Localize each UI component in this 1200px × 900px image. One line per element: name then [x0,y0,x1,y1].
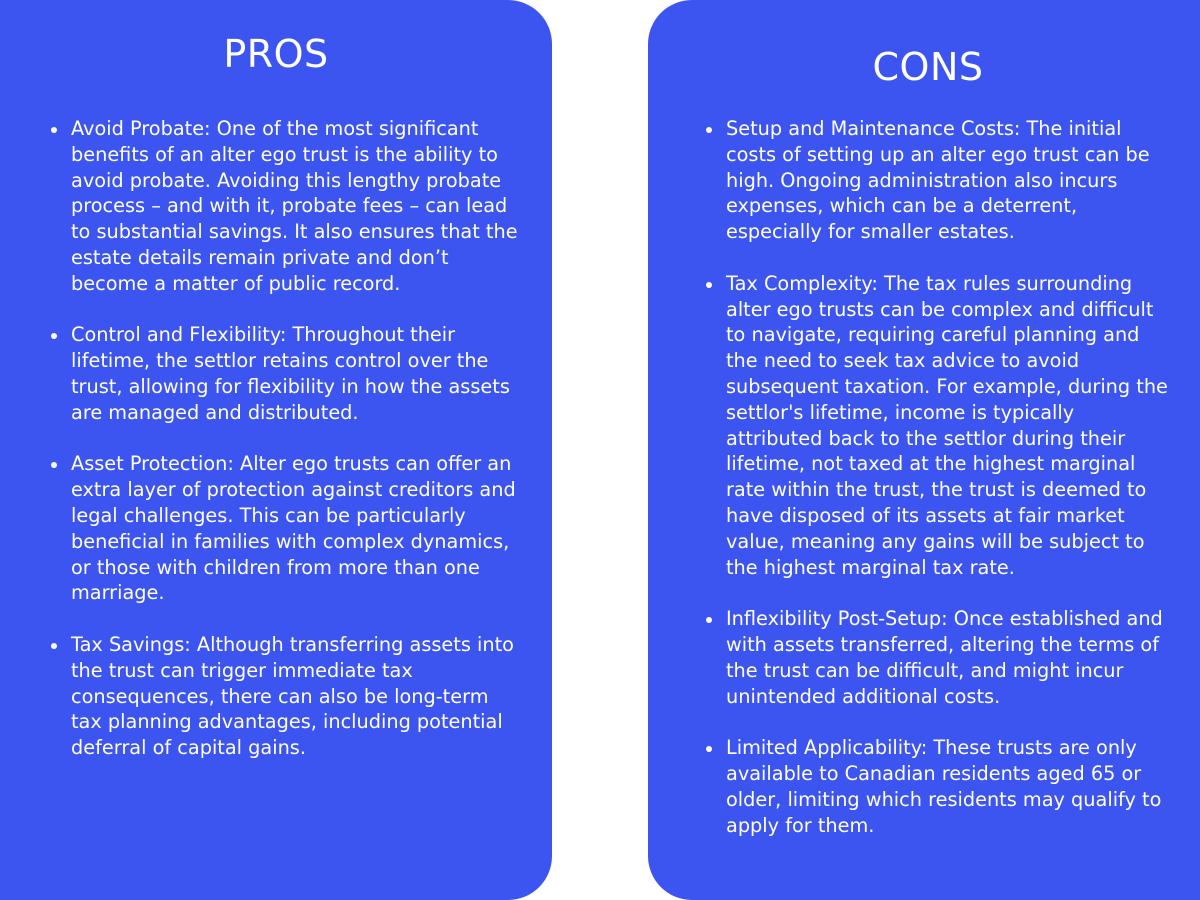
cons-item-text: Limited Applicability: These trusts are only available to Canadian residents aged 65 or older, limiting which residents may qualify to apply for them. [726,736,1162,837]
cons-item-text: Setup and Maintenance Costs: The initial costs of setting up an alter ego trust can be high. Ongoing administration also incurs expenses, which can be a deterrent, especially for smaller estates. [726,117,1150,244]
cons-item-inflexibility [726,606,1176,709]
pros-item-avoid-probate [71,116,521,297]
cons-item-limited-applicability [726,735,1176,838]
bullet-icon [706,617,712,623]
cons-list [726,116,1176,864]
cons-item-text: Tax Complexity: The tax rules surrounding alter ego trusts can be complex and difficult to navigate, requiring careful planning and the need to seek tax advice to avoid subsequent taxation. For example, during the settlor's lifetime, income is typically attributed back to the settlor during their lifetime, not taxed at the highest marginal rate within the trust, the trust is deemed to have disposed of its assets at fair market value, meaning any gains will be subject to the highest marginal tax rate. [726,271,1168,579]
pros-item-text: Asset Protection: Alter ego trusts can offer an extra layer of protection against creditors and legal challenges. This can be particularly beneficial in families with complex dynamics, or those with children from more than one marriage. [71,452,516,605]
cons-title: CONS [872,45,984,89]
bullet-icon [706,127,712,133]
pros-item-text: Avoid Probate: One of the most significant benefits of an alter ego trust is the ability to avoid probate. Avoiding this lengthy probate process – and with it, probate fees – can lead to substantial savings. It also ensures that the estate details remain private and don’t become a matter of public record. [71,117,518,295]
bullet-icon [51,333,57,339]
bullet-icon [51,127,57,133]
pros-card [0,0,552,900]
cons-item-tax-complexity [726,271,1176,581]
pros-item-tax-savings [71,632,521,761]
pros-item-text: Control and Flexibility: Throughout their lifetime, the settlor retains control over the trust, allowing for flexibility in how the assets are managed and distributed. [71,323,510,424]
pros-title: PROS [223,32,329,76]
pros-item-control-flexibility [71,322,521,425]
pros-list [71,116,521,787]
cons-item-text: Inflexibility Post-Setup: Once established and with assets transferred, altering the terms of the trust can be difficult, and might incur unintended additional costs. [726,607,1163,708]
bullet-icon [706,282,712,288]
cons-card [648,0,1200,900]
bullet-icon [51,643,57,649]
bullet-icon [706,746,712,752]
pros-item-asset-protection [71,451,521,606]
cons-item-setup-costs [726,116,1176,245]
pros-item-text: Tax Savings: Although transferring assets into the trust can trigger immediate tax consequences, there can also be long-term tax planning advantages, including potential deferral of capital gains. [71,632,514,760]
bullet-icon [51,462,57,468]
